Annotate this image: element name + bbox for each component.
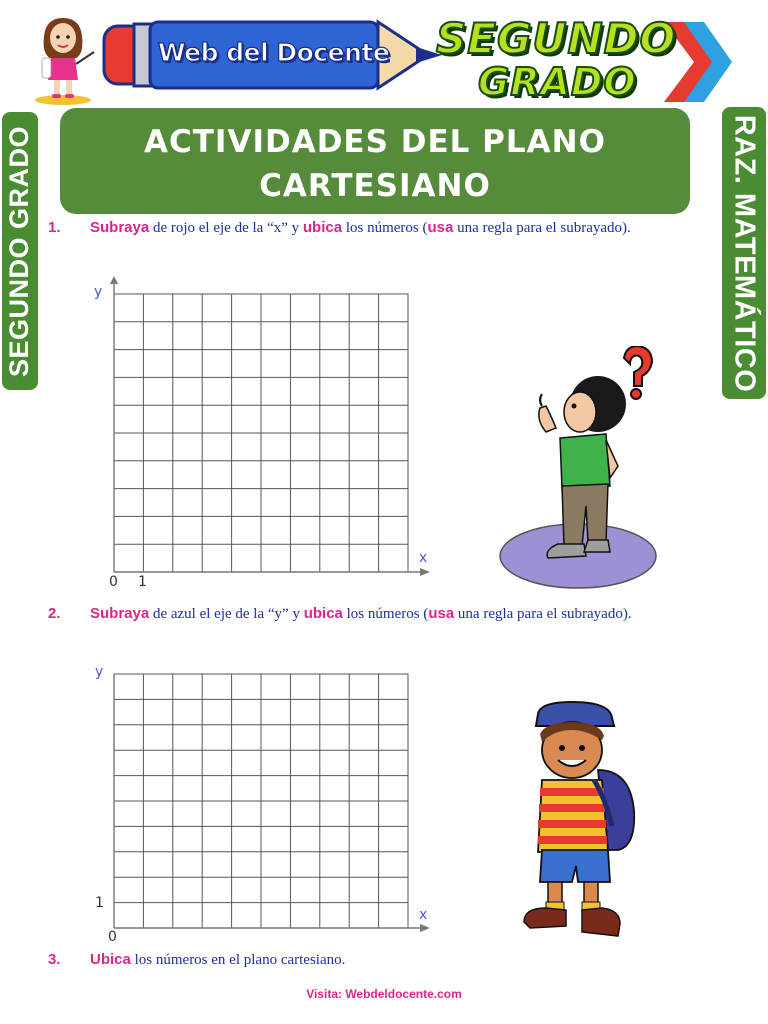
y-tick-label: 1 (95, 895, 104, 911)
x-tick-label: 1 (138, 574, 147, 590)
cartesian-grid-2 (100, 664, 440, 944)
y-axis-label: y (95, 664, 104, 680)
instruction-text: una regla para el subrayado). (453, 220, 631, 236)
exercise-2 (48, 602, 720, 626)
y-axis-label: y (94, 284, 103, 300)
side-tab-right-label: RAZ. MATEMÁTICO (728, 114, 761, 392)
instruction-text: de azul el eje de la “y” y (149, 606, 304, 622)
student-boy-icon (516, 700, 646, 946)
footer-link[interactable]: Visita: Webdeldocente.com (306, 987, 462, 1001)
grid-lines (114, 294, 408, 572)
exercise-3 (48, 948, 490, 972)
x-axis-label: x (419, 907, 428, 923)
exercise-number: 2. (48, 605, 61, 622)
grade-badge (430, 12, 735, 108)
instruction-text: de rojo el eje de la “x” y (149, 220, 303, 236)
keyword: Subraya (90, 605, 150, 622)
y-axis (110, 276, 118, 572)
page-title-line-2: CARTESIANO (259, 168, 491, 204)
x-axis-label: x (419, 550, 428, 566)
cartesian-grid-1 (100, 274, 440, 584)
grid-lines (114, 674, 408, 928)
thinking-boy-icon (498, 346, 658, 592)
x-axis (114, 568, 430, 576)
keyword: usa (428, 605, 455, 622)
instruction-text: los números ( (342, 606, 429, 622)
side-tab-left (2, 112, 38, 390)
grade-word-2: GRADO (478, 60, 637, 104)
teacher-mascot-icon (30, 14, 96, 106)
keyword: ubica (302, 219, 343, 236)
brand-name: Web del Docente (158, 38, 390, 67)
page-title-line-1: ACTIVIDADES DEL PLANO (144, 124, 606, 160)
side-tab-right (722, 107, 766, 399)
origin-label: 0 (109, 574, 118, 590)
keyword: ubica (303, 605, 343, 622)
instruction-text: una regla para el subrayado). (454, 606, 632, 622)
page-title (60, 108, 690, 214)
x-axis (114, 924, 430, 932)
side-tab-left-label: SEGUNDO GRADO (4, 125, 35, 377)
origin-label: 0 (108, 929, 117, 945)
grade-word-1: SEGUNDO (436, 14, 677, 63)
brand-logo (98, 18, 444, 96)
keyword: Ubica (90, 951, 131, 968)
instruction-text: los números ( (342, 220, 428, 236)
exercise-number: 3. (48, 951, 61, 968)
instruction-text: los números en el plano cartesiano. (130, 952, 346, 968)
exercise-1 (48, 216, 714, 240)
exercise-number: 1. (48, 219, 61, 236)
keyword: Subraya (90, 219, 150, 236)
keyword: usa (427, 219, 454, 236)
